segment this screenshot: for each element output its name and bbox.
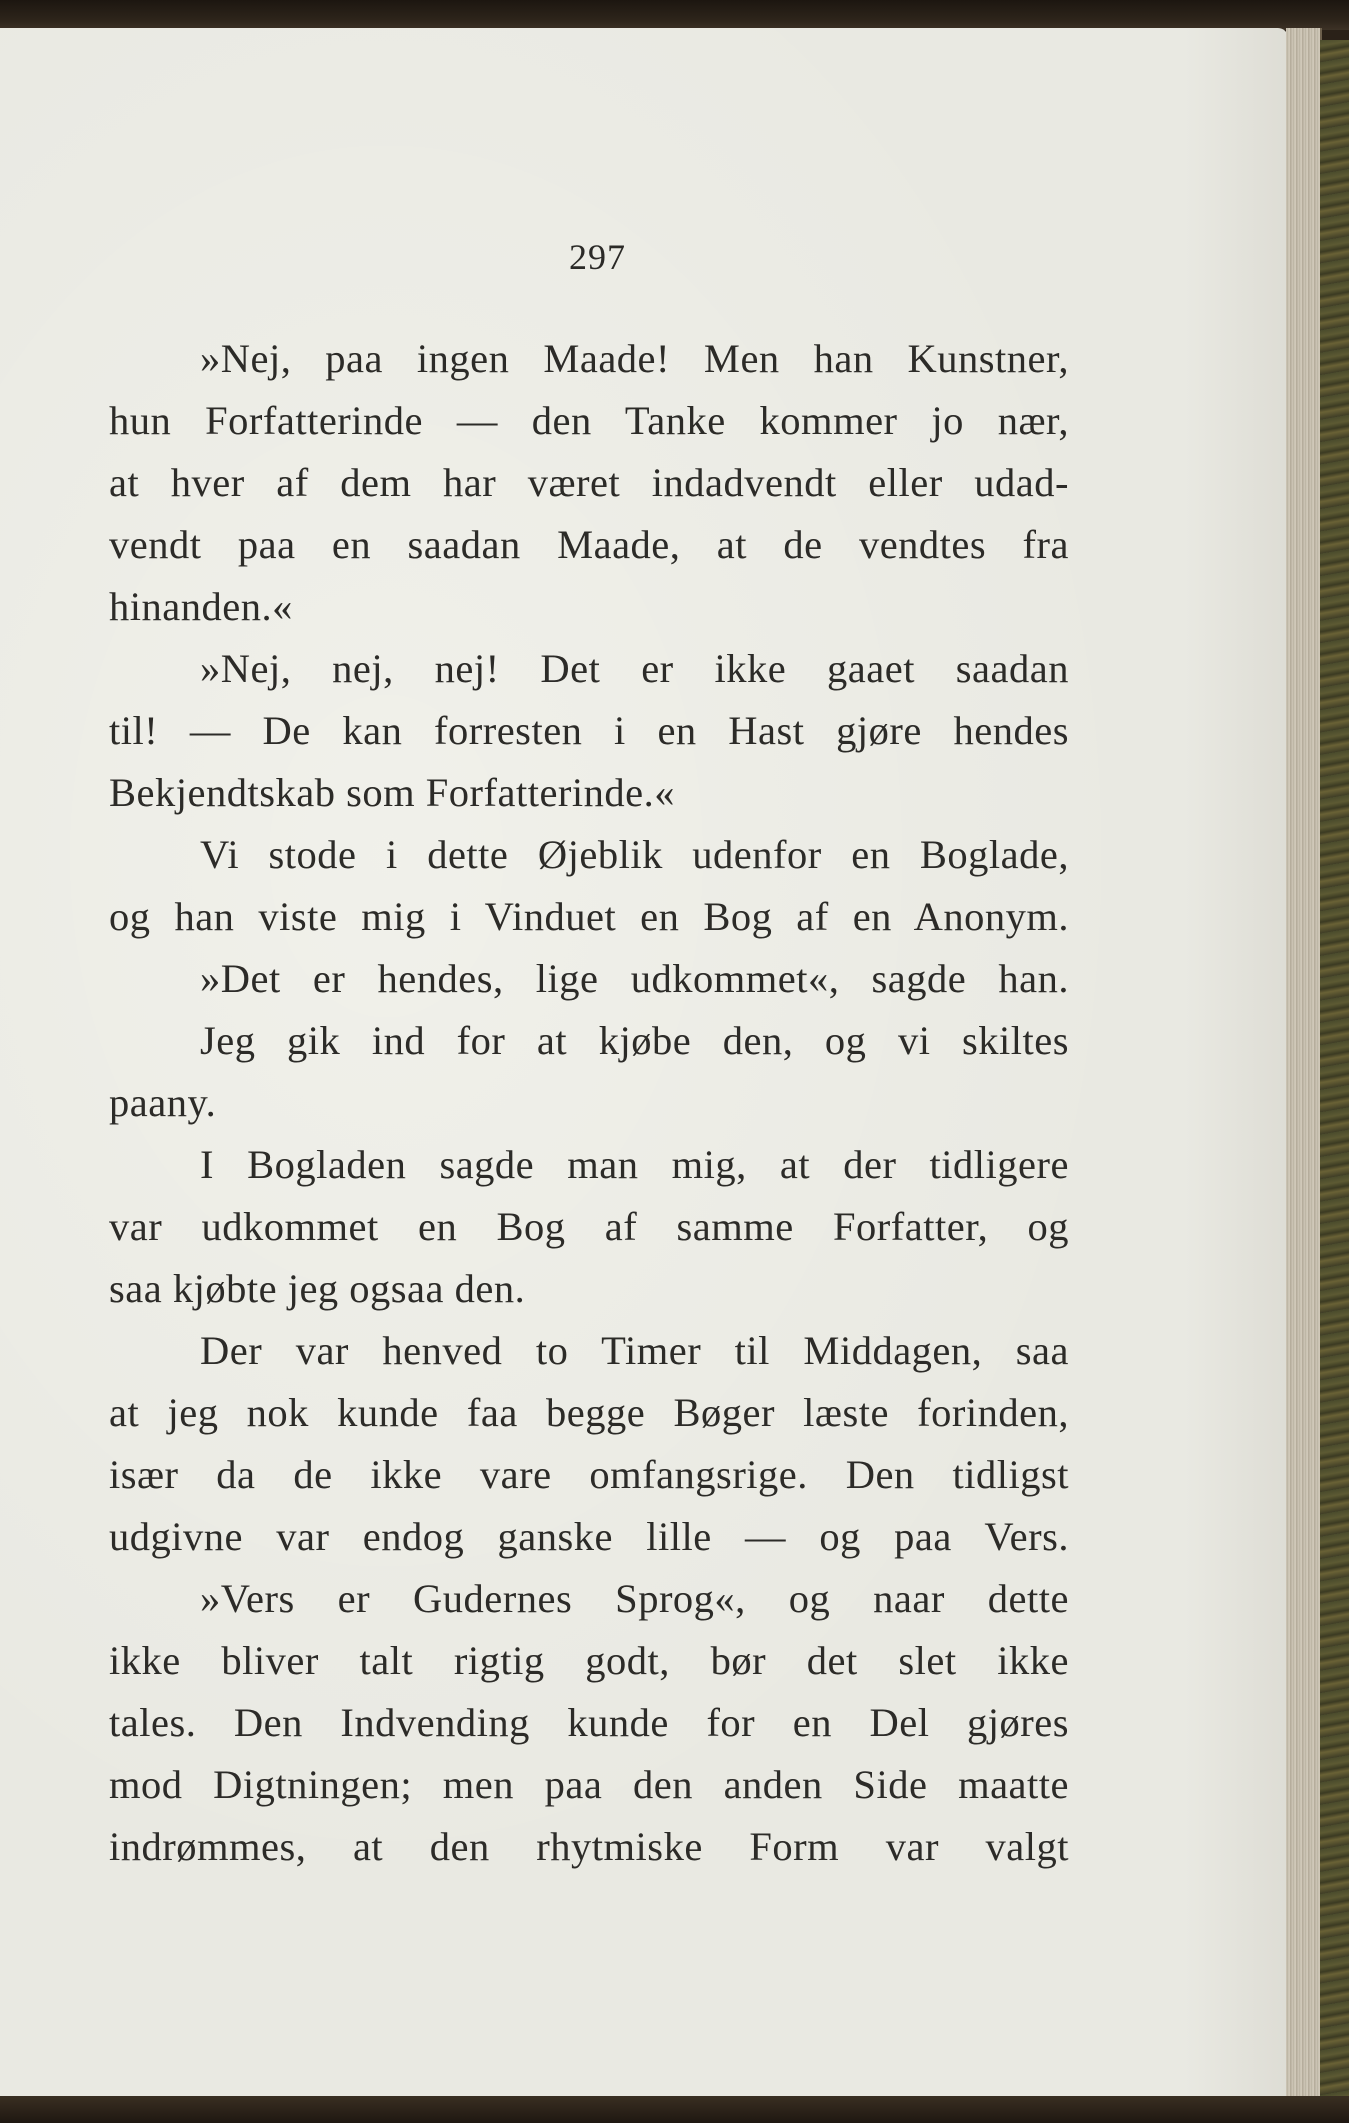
text-line: indrømmes, at den rhytmiske Form var valgt — [109, 1824, 1069, 1869]
text-line: Der var henved to Timer til Middagen, saa — [200, 1328, 1069, 1373]
text-line: »Vers er Gudernes Sprog«, og naar dette — [200, 1576, 1069, 1621]
text-line: saa kjøbte jeg ogsaa den. — [109, 1266, 526, 1311]
text-line: »Det er hendes, lige udkommet«, sagde han. — [200, 956, 1069, 1001]
text-line: at jeg nok kunde faa begge Bøger læste forinden, — [109, 1390, 1069, 1435]
text-line: I Bogladen sagde man mig, at der tidligere — [200, 1142, 1069, 1187]
page-number: 297 — [569, 237, 626, 277]
text-line: ikke bliver talt rigtig godt, bør det slet ikke — [109, 1638, 1069, 1683]
body-text — [109, 328, 1069, 1878]
text-line: udgivne var endog ganske lille — og paa Vers. — [109, 1514, 1069, 1559]
text-line: mod Digtningen; men paa den anden Side maatte — [109, 1762, 1069, 1807]
text-line: vendt paa en saadan Maade, at de vendtes fra — [109, 522, 1069, 567]
book-page — [0, 28, 1288, 2098]
text-line: tales. Den Indvending kunde for en Del gjøres — [109, 1700, 1069, 1745]
bottom-page-edge — [0, 2096, 1349, 2123]
text-line: Bekjendtskab som Forfatterinde.« — [109, 770, 676, 815]
text-line: hun Forfatterinde — den Tanke kommer jo nær, — [109, 398, 1069, 443]
text-line: Jeg gik ind for at kjøbe den, og vi skiltes — [200, 1018, 1069, 1063]
text-line: især da de ikke vare omfangsrige. Den tidligst — [109, 1452, 1069, 1497]
page-block-edges — [1286, 28, 1322, 2098]
text-line: paany. — [109, 1080, 217, 1125]
text-line: at hver af dem har været indadvendt eller udad- — [109, 460, 1069, 505]
text-line: hinanden.« — [109, 584, 293, 629]
text-line: »Nej, nej, nej! Det er ikke gaaet saadan — [200, 646, 1069, 691]
text-line: og han viste mig i Vinduet en Bog af en Anonym. — [109, 894, 1069, 939]
marbled-cover — [1320, 40, 1349, 2100]
text-line: »Nej, paa ingen Maade! Men han Kunstner, — [200, 336, 1069, 381]
text-line: Vi stode i dette Øjeblik udenfor en Boglade, — [200, 832, 1069, 877]
text-line: var udkommet en Bog af samme Forfatter, og — [109, 1204, 1069, 1249]
text-line: til! — De kan forresten i en Hast gjøre hendes — [109, 708, 1069, 753]
top-page-edge — [0, 0, 1349, 30]
